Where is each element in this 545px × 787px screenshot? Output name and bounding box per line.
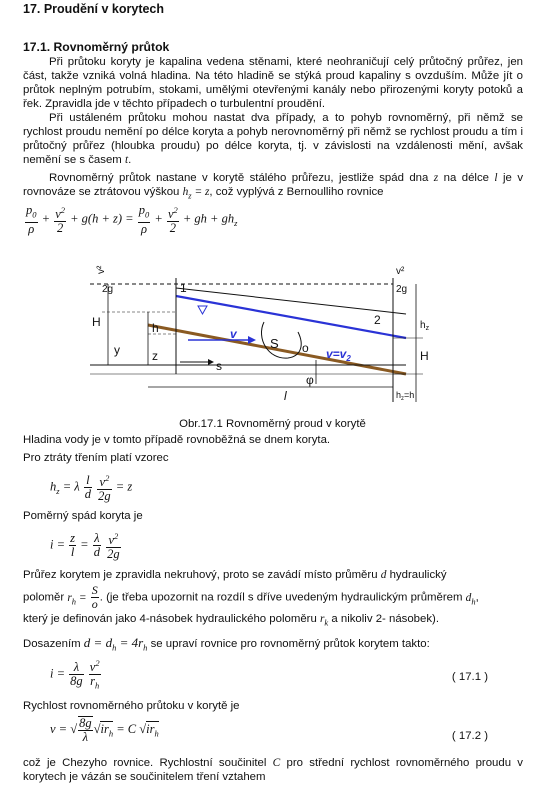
equation-hz: $h_z = \lambda$ $\frac{l}{d}$ $\frac{v^2}{2g}$ = z: [50, 473, 133, 504]
label-l: l: [284, 389, 287, 403]
label-z: z: [152, 349, 158, 363]
equation-number-17-1: ( 17.1 ): [451, 671, 488, 683]
label-y: y: [114, 343, 120, 357]
equation-17-2: v = √ $\frac{8g}{\lambda}$ $√ir_h = C$ $√ir_h$ ( 17.2 ): [50, 716, 488, 744]
label-H-left: H: [92, 315, 101, 329]
paragraph-flow-types: Při ustáleném průtoku mohou nastat dva případy, a to pohyb rovnoměrný, při němž se rychlost proudu nemění po délce koryta a pohyb nerovnoměrný při němž se rychlost proudu a tím i průtočný průřez (hloubka proudu) po délce koryta, tj. v závislosti na vzdálenosti mění, avšak nemění se s časem t.: [23, 112, 523, 166]
label-h-left: h: [152, 321, 159, 335]
line-surface-parallel: Hladina vody je v tomto případě rovnoběžná se dnem koryta.: [23, 434, 331, 446]
v2-2g-left-num: v²: [96, 265, 107, 274]
equation-number-17-2: ( 17.2 ): [451, 730, 488, 742]
label-o: o: [302, 341, 309, 355]
equation-17-1: i = $\frac{\lambda}{8g}$ $\frac{v^2}{r_h}$ ( 17.1 ): [50, 658, 488, 691]
label-v: v: [230, 327, 237, 341]
label-hz-eq-h: $h_z=h$: [396, 390, 415, 402]
section-title: 17.1. Rovnoměrný průtok: [23, 40, 170, 54]
water-surface: [176, 296, 406, 338]
label-H-right: H: [420, 349, 429, 363]
sloped-energy-line: [176, 288, 406, 314]
paragraph-uniform-condition: Rovnoměrný průtok nastane v korytě stálého průřezu, jestliže spád dna z na délce l je v rovnováze se ztrátovou výškou $h_z = z$, což vyplývá z Bernoulliho rovnice: [23, 172, 524, 201]
label-section-1: 1: [180, 281, 187, 295]
line-substitution: Dosazením $d = d_h = 4r_h$ se upraví rovnice pro rovnoměrný průtok korytem takto:: [23, 635, 430, 653]
v2-2g-right-num: v²: [396, 266, 405, 277]
label-section-2: 2: [374, 313, 381, 327]
v2-2g-left-den: 2g: [102, 284, 114, 295]
bernoulli-equation: $\frac{p_0}{\rho}$ + $\frac{v^2}{2}$ + g(h + z) = $\frac{p_0}{\rho}$ + $\frac{v^2}{2}$ + gh + $gh_z$: [26, 203, 238, 236]
label-s: s: [216, 359, 222, 373]
figure-uniform-flow: [88, 262, 438, 414]
paragraph-chezy: což je Chezyho rovnice. Rychlostní součinitel C pro střední rychlost rovnoměrného proudu v korytech je vázán se součinitelem tření vztahem: [23, 757, 523, 783]
label-S: S: [270, 336, 279, 351]
label-v-eq: $v=v_2$: [326, 347, 351, 363]
label-phi: φ: [306, 373, 314, 387]
paragraph-hydraulic-radius: Průřez korytem je zpravidla nekruhový, proto se zavádí místo průměru d hydraulický poloměr $r_h$ = $\frac{S}{o}$ . (je třeba upozornit na rozdíl s dříve uvedeným hydraulickým průměrem $d_h$, který je definován jako 4-násobek hydraulického poloměru $r_k$ a nikoliv 2- násobek).: [23, 569, 479, 628]
line-friction-loss: Pro ztráty třením platí vzorec: [23, 452, 169, 464]
paragraph-intro: Při průtoku koryty je kapalina vedena stěnami, které neohraničují celý průtočný průřez, jen část, takže vzniká volná hladina. Na této hladině se stýká proud kapaliny s ovzduším. Může jít o průtok neplným potrubím, stokami, umělými otevřenými kanály nebo přirozenými koryty potoků a řek. Zpravidla jde v těchto případech o turbulentní proudění.: [23, 56, 523, 110]
line-relative-slope: Poměrný spád koryta je: [23, 510, 143, 522]
equation-i: i = $\frac{z}{l}$ = $\frac{\lambda}{d}$ $\frac{v^2}{2g}$: [50, 531, 120, 562]
line-velocity: Rychlost rovnoměrného průtoku v korytě je: [23, 700, 240, 712]
chapter-title: 17. Proudění v korytech: [23, 2, 165, 16]
v2-2g-right-den: 2g: [396, 284, 408, 295]
label-hz-right: $h_z$: [420, 320, 430, 332]
figure-caption: Obr.17.1 Rovnoměrný proud v korytě: [179, 418, 366, 430]
